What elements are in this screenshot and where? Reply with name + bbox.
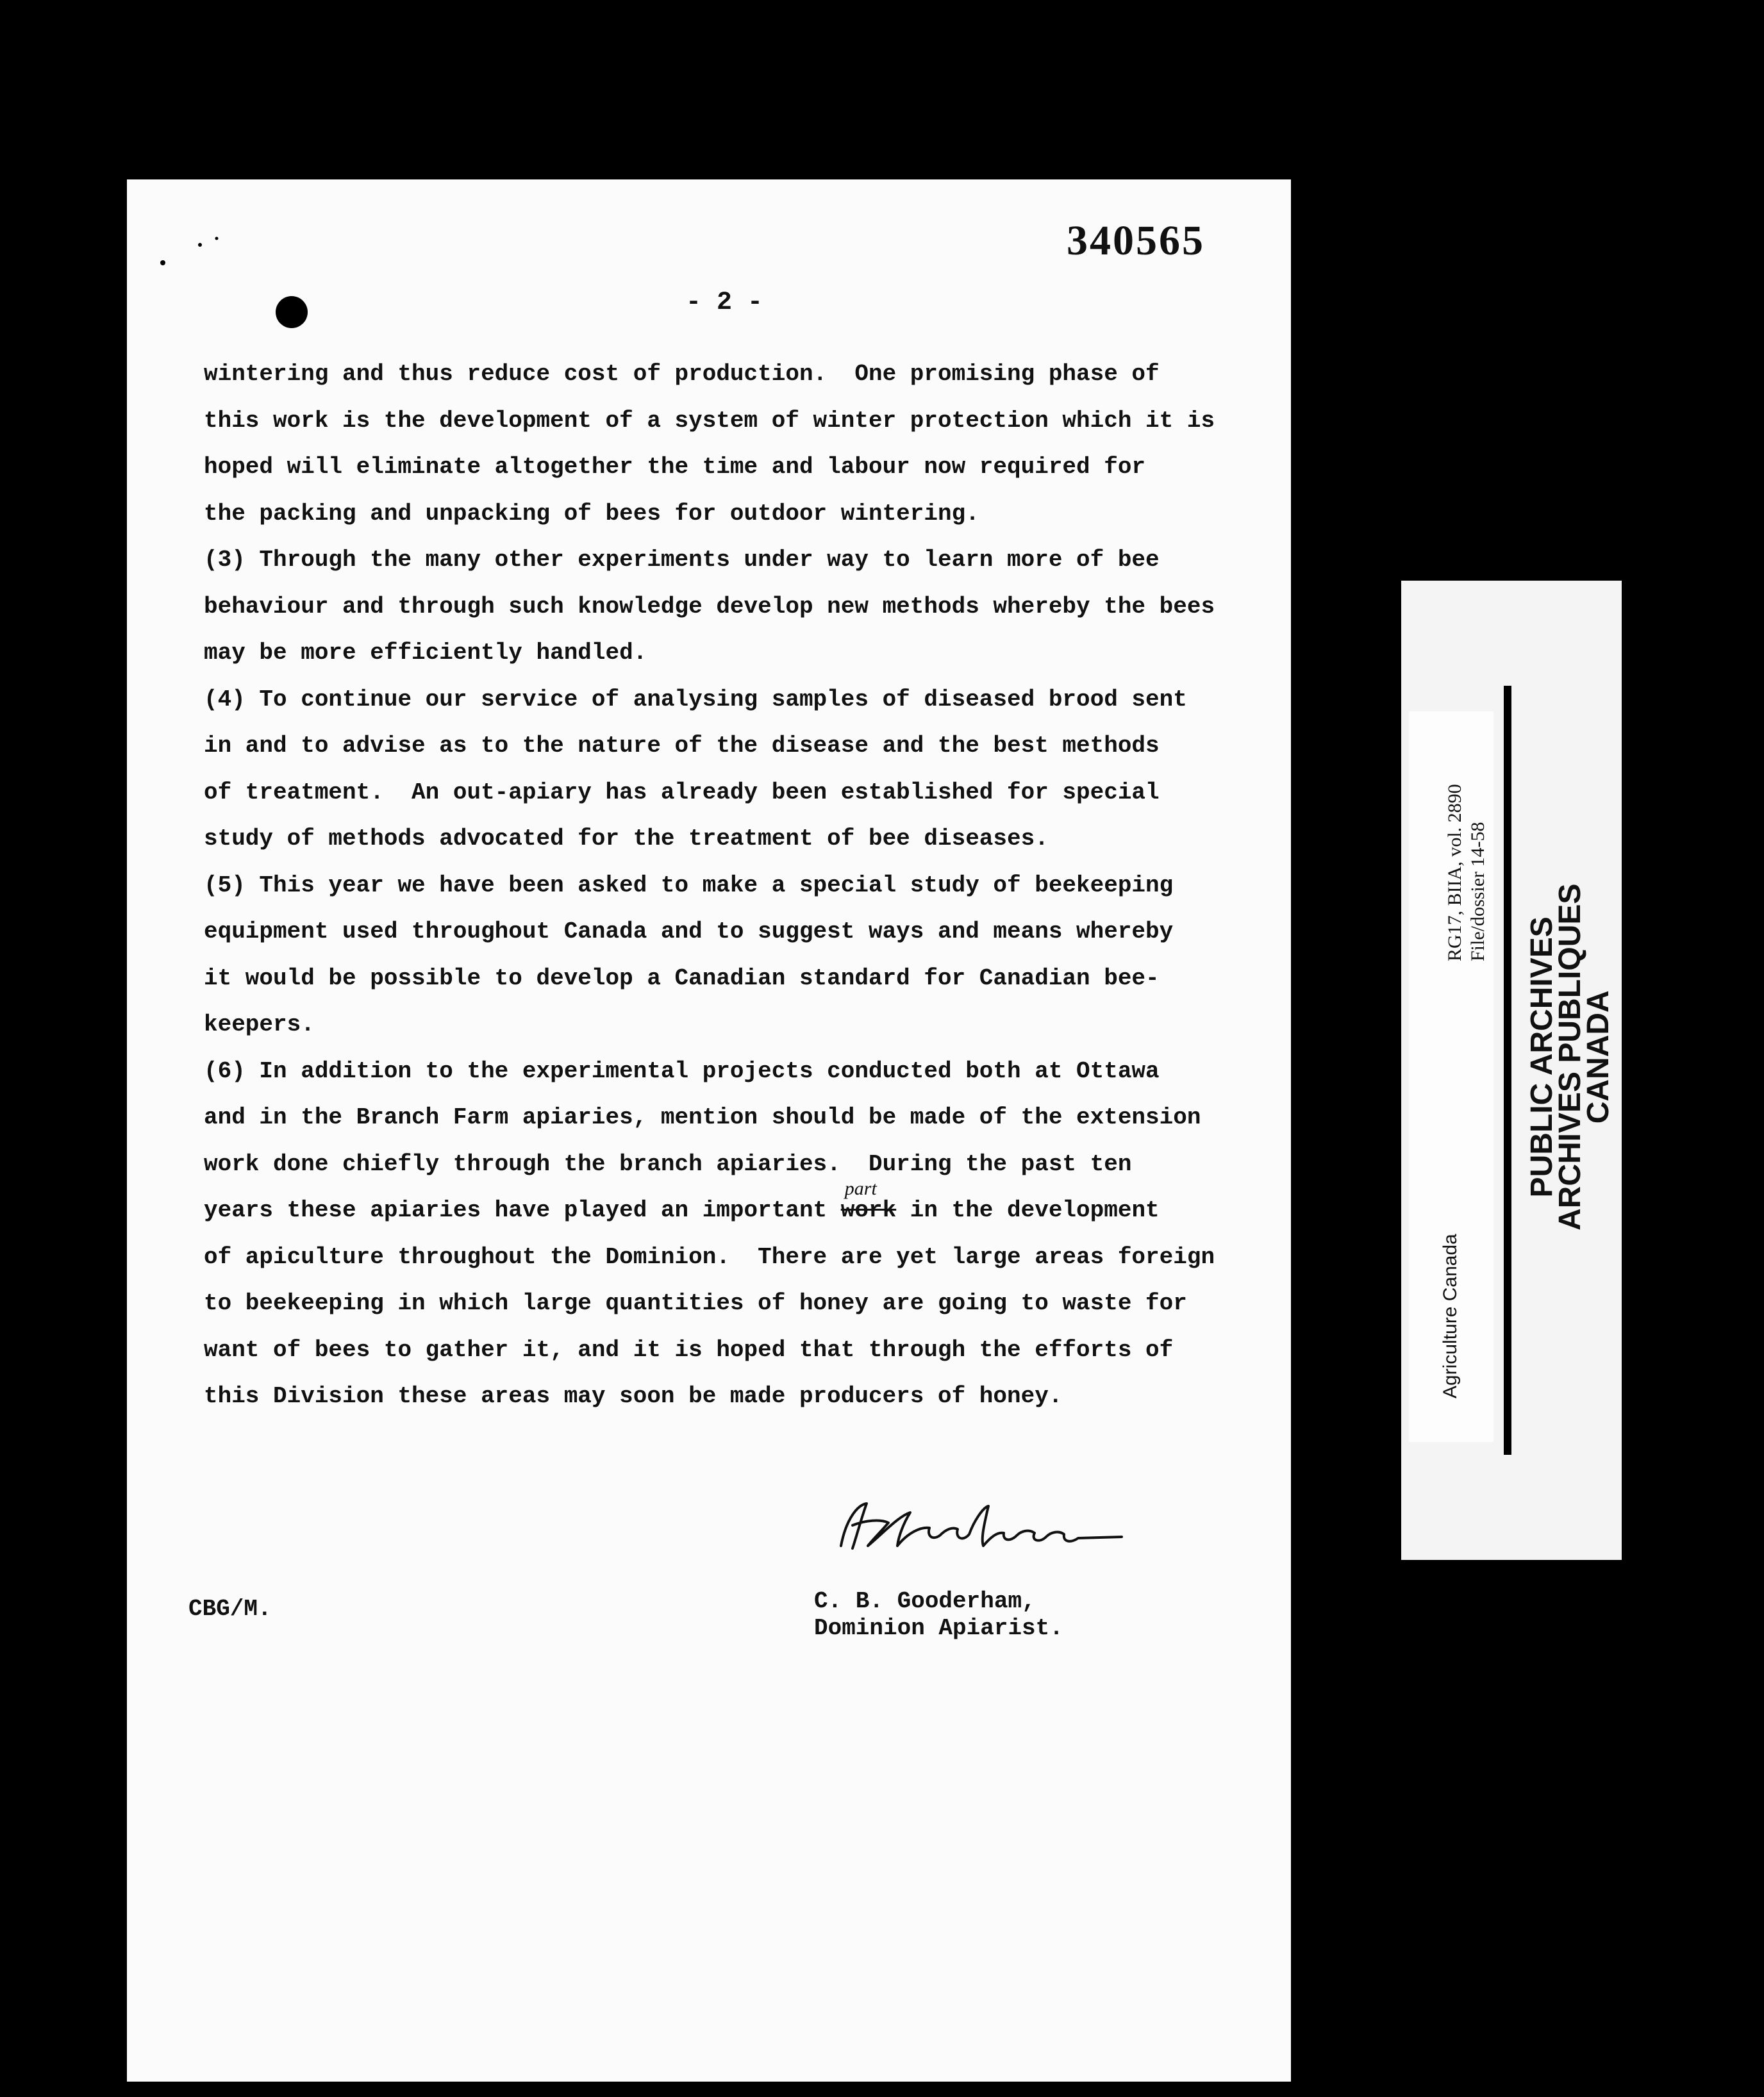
text-line: want of bees to gather it, and it is hoped that through the efforts of (204, 1336, 1174, 1363)
label-reference (1444, 784, 1490, 961)
page-number: - 2 - (686, 288, 763, 317)
text-line: the packing and unpacking of bees for outdoor wintering. (204, 500, 979, 527)
signer-name: C. B. Gooderham, (814, 1588, 1036, 1614)
handwritten-signature (827, 1487, 1128, 1557)
signature-block (814, 1588, 1063, 1642)
stamp-number: 340565 (1067, 217, 1205, 264)
text-segment: in the development (896, 1197, 1160, 1223)
letter-body (204, 351, 1287, 1420)
signer-title: Dominion Apiarist. (814, 1615, 1063, 1641)
text-line: (3) Through the many other experiments under way to learn more of bee (204, 547, 1160, 573)
text-line: (6) In addition to the experimental projects conducted both at Ottawa (204, 1057, 1160, 1084)
text-line: behaviour and through such knowledge develop new methods whereby the bees (204, 593, 1215, 620)
text-line: of treatment. An out-apiary has already been established for special (204, 779, 1160, 806)
text-line-with-correction (204, 1178, 1287, 1234)
struck-word: work (840, 1197, 897, 1223)
label-archive-name (1525, 883, 1615, 1231)
archive-name-line: PUBLIC ARCHIVES (1525, 916, 1559, 1198)
paper-specks (155, 231, 232, 269)
text-line: to beekeeping in which large quantities of honey are going to waste for (204, 1290, 1187, 1316)
handwritten-insert: part (844, 1178, 877, 1199)
text-line: hoped will eliminate altogether the time and labour now required for (204, 454, 1146, 480)
archive-name-line: CANADA (1581, 990, 1615, 1124)
label-department: Agriculture Canada (1440, 1234, 1461, 1398)
text-line: may be more efficiently handled. (204, 640, 647, 666)
text-line: of apiculture throughout the Dominion. There are yet large areas foreign (204, 1243, 1215, 1270)
text-line: work done chiefly through the branch apiaries. During the past ten (204, 1150, 1132, 1177)
text-line: this Division these areas may soon be made producers of honey. (204, 1383, 1063, 1409)
text-line: (5) This year we have been asked to make a special study of beekeeping (204, 872, 1174, 899)
text-line: and in the Branch Farm apiaries, mention should be made of the extension (204, 1104, 1201, 1131)
text-segment: years these apiaries have played an important (204, 1197, 841, 1223)
text-line: in and to advise as to the nature of the disease and the best methods (204, 733, 1160, 759)
text-line: keepers. (204, 1011, 315, 1038)
text-line: (4) To continue our service of analysing samples of diseased brood sent (204, 686, 1187, 713)
punch-hole (276, 296, 308, 328)
text-line: wintering and thus reduce cost of production. One promising phase of (204, 361, 1160, 387)
archive-name-line: ARCHIVES PUBLIQUES (1553, 883, 1587, 1231)
corrected-word (840, 1178, 897, 1234)
typist-initials: CBG/M. (188, 1596, 272, 1622)
reference-line: RG17, BIIA, vol. 2890 (1444, 784, 1465, 961)
reference-line: File/dossier 14-58 (1467, 822, 1488, 961)
text-line: this work is the development of a system of winter protection which it is (204, 407, 1215, 434)
text-line: study of methods advocated for the treatment of bee diseases. (204, 825, 1049, 852)
text-line: equipment used throughout Canada and to suggest ways and means whereby (204, 918, 1174, 945)
text-line: it would be possible to develop a Canadian standard for Canadian bee- (204, 965, 1160, 991)
archive-label-divider (1504, 686, 1511, 1455)
